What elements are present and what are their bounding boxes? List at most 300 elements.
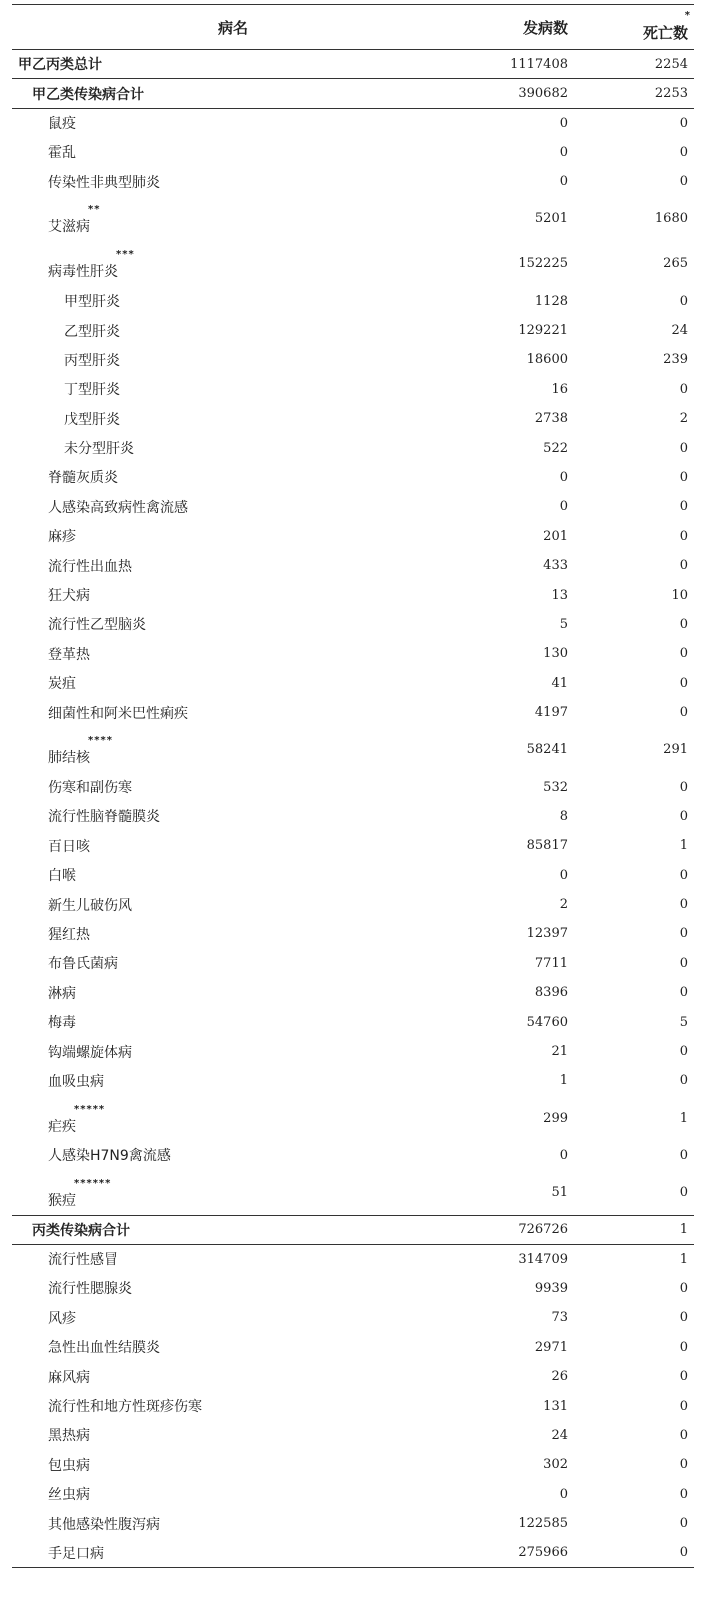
- disease-name: [64, 409, 120, 429]
- disease-name-text: 猴痘: [48, 1192, 76, 1209]
- disease-name-text: 霍乱: [48, 145, 76, 162]
- deaths-cell: 1: [574, 1215, 694, 1244]
- disease-name-cell: [12, 1037, 454, 1066]
- disease-name-text: 麻疹: [48, 529, 76, 546]
- disease-name-text: 丝虫病: [48, 1487, 90, 1504]
- cases-cell: 0: [559, 867, 568, 883]
- disease-name-cell: [12, 1274, 454, 1303]
- disease-name-cell: [12, 1362, 454, 1391]
- disease-name: [48, 142, 76, 162]
- cases-cell: 314709: [518, 1251, 568, 1267]
- deaths-cell: 0: [574, 1170, 694, 1215]
- disease-name-cell: [12, 802, 454, 831]
- disease-name: [48, 703, 188, 723]
- deaths-cell: 0: [679, 1339, 688, 1355]
- cases-cell: 21: [551, 1044, 568, 1060]
- deaths-cell: 0: [679, 808, 688, 824]
- header-deaths-footnote-mark: *: [684, 10, 691, 21]
- cases-cell: 0: [559, 1486, 568, 1502]
- deaths-cell: 0: [679, 1044, 688, 1060]
- disease-name-cell: [12, 345, 454, 374]
- cases-cell: 0: [559, 469, 568, 485]
- table-row: [12, 919, 694, 948]
- table-row: [12, 492, 694, 521]
- table-row: [12, 1170, 694, 1215]
- disease-name-text: 流行性乙型脑炎: [48, 617, 146, 634]
- disease-name: [48, 735, 113, 767]
- disease-name-text: 钩端螺旋体病: [48, 1044, 132, 1061]
- cases-cell: 5: [559, 616, 568, 632]
- disease-name: [48, 1249, 118, 1269]
- disease-name-cell: [12, 610, 454, 639]
- disease-name-text: 人感染高致病性禽流感: [48, 499, 188, 516]
- deaths-cell: 0: [679, 1398, 688, 1414]
- disease-name-text: 艾滋病: [48, 219, 90, 236]
- cases-cell: 302: [543, 1457, 568, 1473]
- deaths-cell: 0: [679, 1427, 688, 1443]
- disease-name: [48, 777, 132, 797]
- table-row: [12, 698, 694, 727]
- table-row: [12, 1333, 694, 1362]
- table-row: [12, 404, 694, 433]
- disease-name: [48, 1337, 160, 1357]
- disease-name: [48, 836, 90, 856]
- disease-name-cell: [12, 1480, 454, 1509]
- cases-cell: 13: [551, 587, 568, 603]
- disease-name: [48, 204, 101, 236]
- disease-name-cell: [12, 639, 454, 668]
- disease-name-text: 流行性腮腺炎: [48, 1281, 132, 1298]
- cases-cell: 275966: [454, 1538, 574, 1567]
- disease-name: [48, 1145, 171, 1165]
- disease-name: [48, 249, 135, 281]
- cases-cell: 1: [559, 1073, 568, 1089]
- disease-name-text: 疟疾: [48, 1118, 76, 1135]
- disease-name-cell: [12, 1421, 454, 1450]
- deaths-cell: 0: [574, 1538, 694, 1567]
- disease-name-cell: [12, 580, 454, 609]
- deaths-cell: 0: [679, 381, 688, 397]
- disease-name-cell: [12, 1333, 454, 1362]
- disease-name-cell: [12, 1303, 454, 1332]
- table-row: [12, 831, 694, 860]
- deaths-cell: 2253: [574, 79, 694, 108]
- disease-name: [64, 379, 120, 399]
- disease-name: [48, 1484, 90, 1504]
- table-row: [12, 79, 694, 108]
- table-row: [12, 610, 694, 639]
- disease-name-cell: [12, 1509, 454, 1538]
- table-row: [12, 1141, 694, 1170]
- disease-name: [48, 1543, 104, 1563]
- disease-name-cell: [12, 316, 454, 345]
- disease-name: [48, 1455, 90, 1475]
- deaths-cell: 0: [679, 955, 688, 971]
- disease-name-cell: [12, 1066, 454, 1095]
- deaths-cell: 0: [679, 985, 688, 1001]
- deaths-cell: 0: [679, 1310, 688, 1326]
- cases-cell: 122585: [518, 1516, 568, 1532]
- table-row: [12, 1215, 694, 1244]
- deaths-cell: 0: [679, 675, 688, 691]
- disease-name: [64, 350, 120, 370]
- cases-cell: 24: [551, 1427, 568, 1443]
- cases-cell: 201: [543, 528, 568, 544]
- table-row: [12, 1480, 694, 1509]
- cases-cell: 390682: [454, 79, 574, 108]
- deaths-cell: 0: [679, 440, 688, 456]
- cases-cell: 2738: [534, 411, 568, 427]
- deaths-cell: 0: [679, 1073, 688, 1089]
- table-row: [12, 978, 694, 1007]
- table-row: [12, 727, 694, 772]
- disease-name-text: 传染性非典型肺炎: [48, 174, 160, 191]
- disease-name-cell: [12, 138, 454, 167]
- disease-name: [32, 1220, 130, 1240]
- table-row: [12, 890, 694, 919]
- disease-name-text: 丙类传染病合计: [32, 1222, 130, 1239]
- disease-name-text: 黑热病: [48, 1428, 90, 1445]
- disease-name-text: 流行性出血热: [48, 558, 132, 575]
- cases-cell: 2: [559, 897, 568, 913]
- cases-cell: 1128: [534, 293, 568, 309]
- table-row: [12, 316, 694, 345]
- disease-name-cell: [12, 522, 454, 551]
- disease-name-text: 麻风病: [48, 1369, 90, 1386]
- cases-cell: 9939: [534, 1280, 568, 1296]
- disease-statistics-table: [12, 4, 694, 1568]
- disease-name-text: 病毒性肝炎: [48, 264, 118, 281]
- disease-name-cell: [12, 772, 454, 801]
- deaths-cell: 0: [679, 469, 688, 485]
- disease-name-text: 甲型肝炎: [64, 294, 120, 311]
- disease-name: [48, 556, 132, 576]
- disease-name: [48, 526, 76, 546]
- disease-name: [48, 1042, 132, 1062]
- disease-name-text: 炭疽: [48, 676, 76, 693]
- cases-cell: 0: [559, 144, 568, 160]
- deaths-cell: 24: [671, 323, 688, 339]
- cases-cell: 0: [559, 1147, 568, 1163]
- disease-name-cell: [12, 1215, 454, 1244]
- cases-cell: 1117408: [454, 50, 574, 79]
- disease-name: [18, 54, 102, 74]
- disease-name-cell: [12, 286, 454, 315]
- cases-cell: 4197: [534, 705, 568, 721]
- table-row: [12, 802, 694, 831]
- disease-name: [48, 806, 160, 826]
- disease-name: [48, 644, 90, 664]
- disease-name-cell: [12, 404, 454, 433]
- disease-name: [48, 1071, 104, 1091]
- table-row: [12, 433, 694, 462]
- footnote-mark: ***: [116, 249, 135, 261]
- header-cases: 发病数: [454, 5, 574, 50]
- disease-name: [48, 172, 160, 192]
- disease-name-text: 白喉: [48, 868, 76, 885]
- disease-name: [48, 1396, 202, 1416]
- disease-name-cell: [12, 463, 454, 492]
- deaths-cell: 0: [679, 897, 688, 913]
- deaths-cell: 0: [679, 1147, 688, 1163]
- cases-cell: 58241: [526, 742, 568, 758]
- deaths-cell: 0: [679, 646, 688, 662]
- disease-name-cell: [12, 978, 454, 1007]
- disease-name-cell: [12, 79, 454, 108]
- deaths-cell: 0: [679, 115, 688, 131]
- table-row: [12, 1066, 694, 1095]
- disease-name-cell: [12, 919, 454, 948]
- deaths-cell: 0: [679, 926, 688, 942]
- header-deaths-label: 死亡数: [642, 24, 688, 42]
- disease-name-text: 梅毒: [48, 1015, 76, 1032]
- deaths-cell: 0: [679, 1457, 688, 1473]
- cases-cell: 26: [551, 1369, 568, 1385]
- disease-name-text: 丙型肝炎: [64, 352, 120, 369]
- disease-name-text: 狂犬病: [48, 588, 90, 605]
- disease-name-cell: [12, 698, 454, 727]
- disease-name-cell: [12, 831, 454, 860]
- deaths-cell: 291: [663, 742, 688, 758]
- table-row: [12, 1391, 694, 1420]
- table-row: [12, 345, 694, 374]
- disease-name-cell: [12, 727, 454, 772]
- disease-name-cell: [12, 551, 454, 580]
- disease-name-cell: [12, 167, 454, 196]
- table-row: [12, 669, 694, 698]
- disease-name: [48, 1367, 90, 1387]
- disease-name: [48, 1103, 106, 1136]
- table-row: [12, 108, 694, 137]
- disease-name-text: 淋病: [48, 985, 76, 1002]
- deaths-cell: 0: [679, 144, 688, 160]
- table-row: [12, 375, 694, 404]
- cases-cell: 433: [543, 558, 568, 574]
- deaths-cell: 0: [679, 616, 688, 632]
- disease-name: [32, 84, 144, 104]
- disease-name-text: 手足口病: [48, 1545, 104, 1562]
- table-header-row: [12, 5, 694, 50]
- disease-name: [64, 321, 120, 341]
- deaths-cell: 0: [679, 528, 688, 544]
- cases-cell: 152225: [518, 256, 568, 272]
- disease-name-text: 鼠疫: [48, 116, 76, 133]
- disease-name: [48, 953, 118, 973]
- deaths-cell: 1: [679, 1251, 688, 1267]
- table-row: [12, 286, 694, 315]
- disease-name-text: 急性出血性结膜炎: [48, 1340, 160, 1357]
- cases-cell: 522: [543, 440, 568, 456]
- deaths-cell: 0: [679, 1516, 688, 1532]
- table-row: [12, 1007, 694, 1036]
- cases-cell: 85817: [526, 838, 568, 854]
- table-row: [12, 1274, 694, 1303]
- deaths-cell: 1: [679, 838, 688, 854]
- disease-name-text: 登革热: [48, 646, 90, 663]
- cases-cell: 54760: [526, 1014, 568, 1030]
- disease-name-text: 甲乙类传染病合计: [32, 86, 144, 103]
- disease-name-text: 百日咳: [48, 838, 90, 855]
- disease-name-cell: [12, 50, 454, 79]
- cases-cell: 12397: [526, 926, 568, 942]
- disease-name-text: 脊髓灰质炎: [48, 470, 118, 487]
- disease-name-cell: [12, 433, 454, 462]
- deaths-cell: 2254: [574, 50, 694, 79]
- deaths-cell: 0: [679, 499, 688, 515]
- disease-name: [48, 467, 118, 487]
- table-row: [12, 196, 694, 241]
- disease-name: [48, 1278, 132, 1298]
- disease-name-text: 甲乙丙类总计: [18, 57, 102, 74]
- table-row: [12, 1509, 694, 1538]
- deaths-cell: 2: [679, 411, 688, 427]
- disease-name-text: 未分型肝炎: [64, 441, 134, 458]
- table-row: [12, 639, 694, 668]
- deaths-cell: 0: [679, 779, 688, 795]
- disease-name: [48, 497, 188, 517]
- cases-cell: 18600: [526, 352, 568, 368]
- disease-name: [64, 291, 120, 311]
- deaths-cell: 0: [679, 1280, 688, 1296]
- disease-name-text: 新生儿破伤风: [48, 897, 132, 914]
- disease-name-text: 伤寒和副伤寒: [48, 780, 132, 796]
- deaths-cell: 10: [671, 587, 688, 603]
- cases-cell: 8: [559, 808, 568, 824]
- deaths-cell: 0: [679, 867, 688, 883]
- table-row: [12, 860, 694, 889]
- cases-cell: 129221: [518, 323, 568, 339]
- table-row: [12, 1037, 694, 1066]
- disease-name-cell: [12, 1096, 454, 1141]
- deaths-cell: 1: [679, 1110, 688, 1126]
- disease-name-text: 细菌性和阿米巴性痢疾: [48, 705, 188, 722]
- cases-cell: 5201: [534, 211, 568, 227]
- cases-cell: 2971: [534, 1339, 568, 1355]
- cases-cell: 130: [543, 646, 568, 662]
- deaths-cell: 0: [679, 558, 688, 574]
- disease-name-cell: [12, 196, 454, 241]
- disease-name-text: 流行性和地方性斑疹伤寒: [48, 1399, 202, 1416]
- deaths-cell: 0: [679, 293, 688, 309]
- table-row: [12, 138, 694, 167]
- cases-cell: 131: [543, 1398, 568, 1414]
- deaths-cell: 0: [679, 705, 688, 721]
- disease-name-cell: [12, 1538, 454, 1567]
- footnote-mark: ****: [88, 735, 113, 747]
- disease-name: [48, 1308, 76, 1328]
- cases-cell: 51: [454, 1170, 574, 1215]
- disease-name: [48, 895, 132, 915]
- disease-name-cell: [12, 492, 454, 521]
- table-row: [12, 580, 694, 609]
- deaths-cell: 5: [679, 1014, 688, 1030]
- disease-name-text: 流行性脑脊髓膜炎: [48, 809, 160, 826]
- disease-name-cell: [12, 1450, 454, 1479]
- deaths-cell: 1680: [654, 211, 688, 227]
- deaths-cell: 0: [679, 174, 688, 190]
- table-row: [12, 1538, 694, 1567]
- disease-name: [48, 1012, 76, 1032]
- disease-name: [48, 983, 76, 1003]
- table-row: [12, 167, 694, 196]
- disease-name: [48, 1514, 160, 1534]
- table-row: [12, 772, 694, 801]
- disease-name-cell: [12, 241, 454, 286]
- table-row: [12, 949, 694, 978]
- disease-name: [48, 113, 76, 133]
- disease-name: [48, 614, 146, 634]
- disease-name: [48, 865, 76, 885]
- table-row: [12, 1421, 694, 1450]
- footnote-mark: *****: [74, 1103, 106, 1115]
- table-row: [12, 551, 694, 580]
- disease-name: [48, 1425, 90, 1445]
- cases-cell: 7711: [534, 955, 568, 971]
- disease-name-text: 流行性感冒: [48, 1252, 118, 1269]
- disease-name-cell: [12, 860, 454, 889]
- disease-name-text: 人感染H7N9禽流感: [48, 1148, 171, 1165]
- disease-name-text: 乙型肝炎: [64, 323, 120, 340]
- deaths-cell: 0: [679, 1369, 688, 1385]
- disease-name-cell: [12, 1391, 454, 1420]
- disease-name-text: 丁型肝炎: [64, 382, 120, 399]
- disease-name-text: 戊型肝炎: [64, 411, 120, 428]
- table-row: [12, 1450, 694, 1479]
- disease-name-cell: [12, 1007, 454, 1036]
- table-row: [12, 1303, 694, 1332]
- table-row: [12, 522, 694, 551]
- cases-cell: 726726: [454, 1215, 574, 1244]
- disease-name: [48, 673, 76, 693]
- disease-name-text: 猩红热: [48, 926, 90, 943]
- table-row: [12, 1096, 694, 1141]
- disease-name: [48, 585, 90, 605]
- cases-cell: 0: [559, 174, 568, 190]
- table-row: [12, 1244, 694, 1273]
- disease-name-cell: [12, 1141, 454, 1170]
- disease-name-cell: [12, 375, 454, 404]
- disease-name-cell: [12, 949, 454, 978]
- cases-cell: 0: [559, 115, 568, 131]
- cases-cell: 299: [543, 1110, 568, 1126]
- disease-name-cell: [12, 669, 454, 698]
- disease-name-cell: [12, 108, 454, 137]
- cases-cell: 532: [543, 779, 568, 795]
- footnote-mark: ******: [74, 1177, 112, 1189]
- disease-name: [48, 924, 90, 944]
- header-disease-name: 病名: [12, 5, 454, 50]
- cases-cell: 16: [551, 381, 568, 397]
- deaths-cell: 239: [663, 352, 688, 368]
- disease-name-text: 肺结核: [48, 750, 90, 767]
- cases-cell: 0: [559, 499, 568, 515]
- cases-cell: 8396: [534, 985, 568, 1001]
- disease-name-text: 血吸虫病: [48, 1073, 104, 1090]
- disease-name-cell: [12, 890, 454, 919]
- deaths-cell: 265: [663, 256, 688, 272]
- disease-name: [48, 1177, 112, 1210]
- table-row: [12, 50, 694, 79]
- table-row: [12, 241, 694, 286]
- header-deaths: [574, 5, 694, 50]
- table-row: [12, 463, 694, 492]
- cases-cell: 41: [551, 675, 568, 691]
- disease-name: [64, 438, 134, 458]
- disease-name-cell: [12, 1244, 454, 1273]
- disease-name-cell: [12, 1170, 454, 1215]
- table-row: [12, 1362, 694, 1391]
- disease-name-text: 风疹: [48, 1310, 76, 1327]
